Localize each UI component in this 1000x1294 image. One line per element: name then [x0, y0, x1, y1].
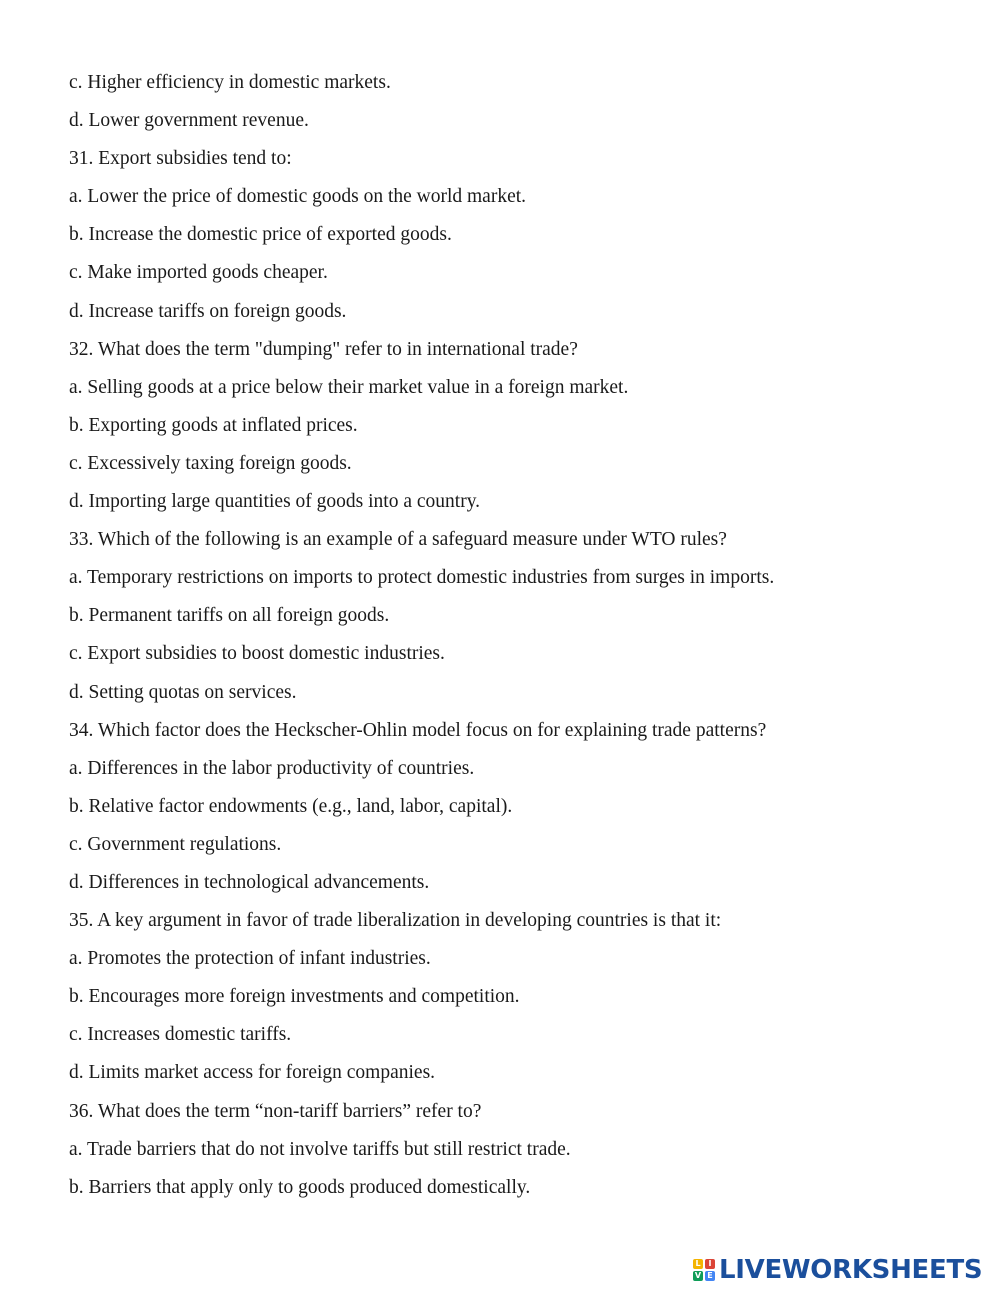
liveworksheets-logo[interactable]: [693, 1254, 982, 1286]
answer-option: b. Encourages more foreign investments and competition.: [69, 986, 520, 1008]
question-text: 34. Which factor does the Heckscher-Ohlin model focus on for explaining trade patterns?: [69, 719, 767, 741]
answer-option: d. Importing large quantities of goods into a country.: [69, 491, 481, 513]
answer-option: a. Temporary restrictions on imports to protect domestic industries from surges in imports.: [69, 567, 775, 589]
question-text: 31. Export subsidies tend to:: [69, 148, 292, 170]
answer-option: a. Trade barriers that do not involve tariffs but still restrict trade.: [69, 1138, 571, 1160]
question-text: 32. What does the term "dumping" refer to in international trade?: [69, 338, 578, 360]
answer-option: c. Government regulations.: [69, 833, 282, 855]
answer-option: a. Selling goods at a price below their market value in a foreign market.: [69, 376, 629, 398]
question-text: 33. Which of the following is an example of a safeguard measure under WTO rules?: [69, 529, 727, 551]
answer-option: c. Higher efficiency in domestic markets.: [69, 72, 391, 93]
answer-option: a. Promotes the protection of infant industries.: [69, 948, 431, 970]
answer-option: d. Setting quotas on services.: [69, 681, 297, 703]
answer-option: c. Increases domestic tariffs.: [69, 1024, 292, 1046]
answer-option: d. Limits market access for foreign companies.: [69, 1062, 436, 1084]
answer-option: b. Barriers that apply only to goods produced domestically.: [69, 1176, 531, 1198]
answer-option: d. Differences in technological advancements.: [69, 871, 430, 893]
answer-option: b. Relative factor endowments (e.g., land, labor, capital).: [69, 795, 513, 817]
logo-tile: V: [694, 1271, 702, 1280]
answer-option: c. Excessively taxing foreign goods.: [69, 452, 352, 474]
answer-option: c. Make imported goods cheaper.: [69, 262, 328, 284]
logo-tile: L: [693, 1259, 703, 1269]
answer-option: d. Increase tariffs on foreign goods.: [69, 300, 347, 322]
answer-option: a. Lower the price of domestic goods on the world market.: [69, 186, 527, 208]
logo-tile: I: [705, 1259, 715, 1269]
question-text: 35. A key argument in favor of trade liberalization in developing countries is that it:: [69, 910, 722, 932]
answer-option: d. Lower government revenue.: [69, 110, 309, 132]
logo-mark-icon: [693, 1259, 715, 1281]
logo-tile: E: [705, 1271, 715, 1281]
question-text: 36. What does the term “non-tariff barriers” refer to?: [69, 1100, 482, 1122]
answer-option: b. Exporting goods at inflated prices.: [69, 414, 358, 436]
answer-option: b. Increase the domestic price of exported goods.: [69, 224, 452, 246]
answer-option: b. Permanent tariffs on all foreign goods.: [69, 605, 390, 627]
question-list: [69, 70, 969, 1213]
logo-text: LIVEWORKSHEETS: [719, 1255, 983, 1285]
answer-option: c. Export subsidies to boost domestic industries.: [69, 643, 445, 665]
answer-option: a. Differences in the labor productivity of countries.: [69, 757, 475, 779]
